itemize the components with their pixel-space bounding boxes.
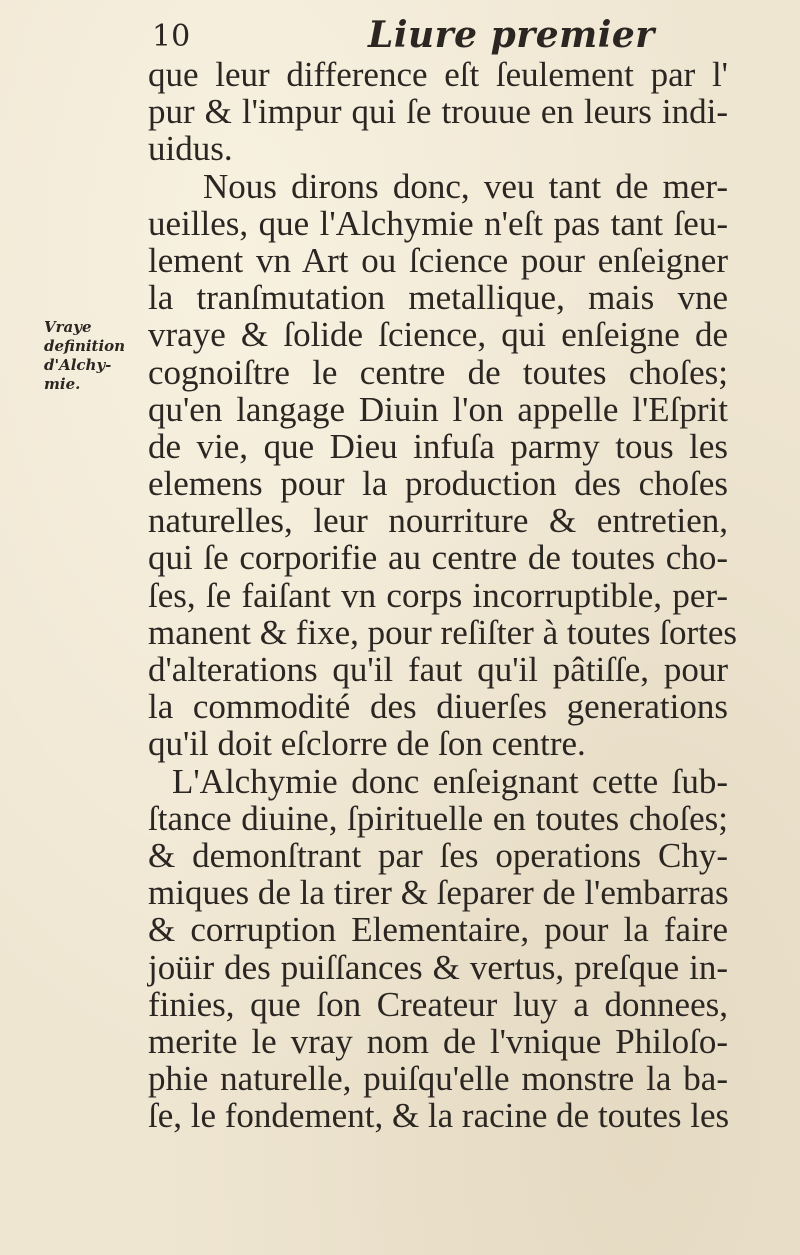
text-line: qui ſe corporifie au centre de toutes cho- (148, 538, 728, 578)
text-line: ueilles, que l'Alchymie n'eſt pas tant ſeu- (148, 203, 728, 243)
text-line: elemens pour la production des choſes (148, 464, 728, 504)
text-line: la commodité des diuerſes generations (148, 687, 728, 727)
text-line: miques de la tirer & ſeparer de l'embarras (148, 873, 729, 913)
text-line: uidus. (148, 129, 233, 169)
margin-note (44, 318, 136, 394)
text-line: la tranſmutation metallique, mais vne (148, 278, 728, 318)
margin-note-line: mie. (44, 375, 81, 393)
body-text (148, 55, 737, 1136)
margin-note-line: Vraye (44, 318, 92, 336)
text-line: ſe, le fondement, & la racine de toutes les (148, 1096, 730, 1136)
text-line: joüir des puiſſances & vertus, preſque in- (148, 947, 728, 987)
margin-note-line: d'Alchy- (44, 356, 112, 374)
text-line: naturelles, leur nourriture & entretien, (148, 501, 728, 541)
text-line: ſes, ſe faiſant vn corps incorruptible, per- (148, 575, 728, 615)
text-line: merite le vray nom de l'vnique Philoſo- (148, 1021, 728, 1061)
page-number: 10 (152, 19, 191, 54)
running-header (0, 12, 800, 60)
paragraph-start-line: L'Alchymie donc enſeignant cette ſub- (172, 761, 728, 801)
paragraph-start-line: Nous dirons donc, veu tant de mer- (203, 166, 728, 206)
text-line: que leur difference eſt ſeulement par l' (148, 55, 728, 94)
text-line: & demonſtrant par ſes operations Chy- (148, 835, 728, 875)
text-line: qu'il doit eſclorre de ſon centre. (148, 724, 586, 764)
text-line: cognoiſtre le centre de toutes choſes; (148, 352, 728, 392)
text-line: phie naturelle, puiſqu'elle monstre la ba- (148, 1059, 728, 1099)
text-line: qu'en langage Diuin l'on appelle l'Eſprit (148, 389, 728, 429)
text-line: vraye & ſolide ſcience, qui enſeigne de (148, 315, 728, 355)
text-line: pur & l'impur qui ſe trouue en leurs indi- (148, 92, 728, 132)
text-line: d'alterations qu'il faut qu'il pâtiſſe, pour (148, 650, 728, 689)
text-line: finies, que ſon Createur luy a donnees, (148, 984, 728, 1024)
text-line: lement vn Art ou ſcience pour enſeigner (148, 240, 728, 280)
margin-note-line: definition (44, 337, 126, 355)
text-line: & corruption Elementaire, pour la faire (148, 910, 728, 950)
text-line: de vie, que Dieu infuſa parmy tous les (148, 426, 728, 466)
text-line: manent & fixe, pour reſiſter à toutes ſortes (148, 612, 737, 652)
text-line: ſtance diuine, ſpirituelle en toutes choſes; (148, 798, 728, 838)
running-title: Liure premier (368, 14, 655, 56)
